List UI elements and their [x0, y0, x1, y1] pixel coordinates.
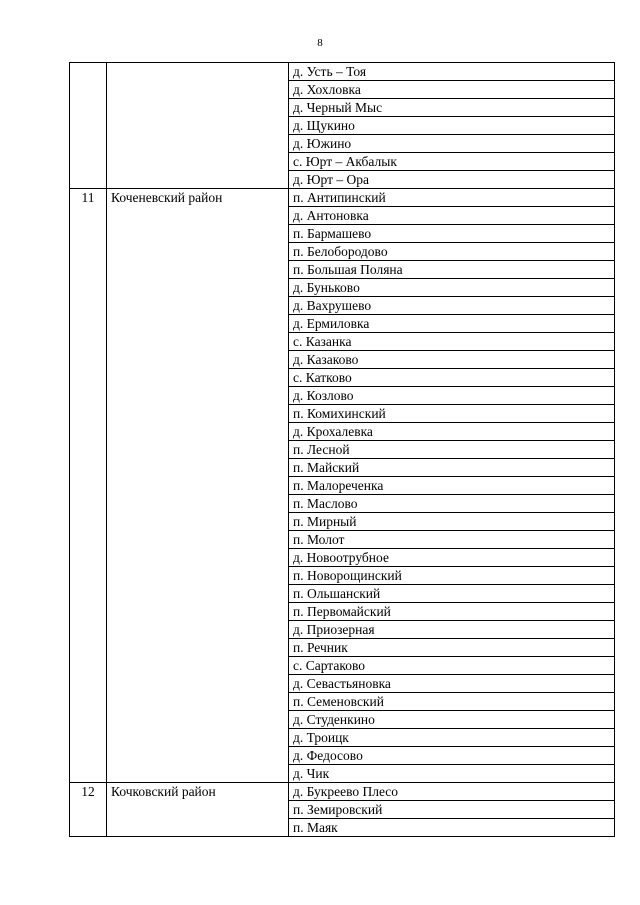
settlement-cell: п. Бармашево [289, 225, 615, 243]
district-name-cell [107, 63, 289, 189]
settlement-cell: д. Казаково [289, 351, 615, 369]
settlement-cell: п. Маяк [289, 819, 615, 837]
settlement-cell: п. Земировский [289, 801, 615, 819]
table-body [70, 63, 615, 837]
settlement-cell: п. Майский [289, 459, 615, 477]
settlement-cell: д. Студенкино [289, 711, 615, 729]
district-number-cell [70, 63, 107, 189]
settlement-cell: п. Комихинский [289, 405, 615, 423]
table-row [70, 189, 615, 207]
settlement-cell: д. Буньково [289, 279, 615, 297]
settlement-cell: д. Федосово [289, 747, 615, 765]
table-row [70, 63, 615, 81]
settlement-cell: с. Казанка [289, 333, 615, 351]
settlement-cell: д. Новоотрубное [289, 549, 615, 567]
settlement-cell: п. Мирный [289, 513, 615, 531]
settlement-cell: с. Катково [289, 369, 615, 387]
district-name-cell: Коченевский район [107, 189, 289, 783]
table-row [70, 783, 615, 801]
settlement-cell: п. Первомайский [289, 603, 615, 621]
settlement-cell: д. Вахрушево [289, 297, 615, 315]
district-name-cell: Кочковский район [107, 783, 289, 837]
settlement-cell: д. Козлово [289, 387, 615, 405]
settlement-cell: д. Чик [289, 765, 615, 783]
settlement-cell: д. Севастьяновка [289, 675, 615, 693]
settlement-cell: с. Сартаково [289, 657, 615, 675]
settlement-cell: д. Хохловка [289, 81, 615, 99]
settlement-cell: д. Антоновка [289, 207, 615, 225]
settlements-table [69, 62, 615, 837]
settlement-cell: д. Крохалевка [289, 423, 615, 441]
page-number: 8 [317, 37, 323, 49]
settlement-cell: п. Лесной [289, 441, 615, 459]
settlement-cell: п. Белобородово [289, 243, 615, 261]
settlement-cell: п. Семеновский [289, 693, 615, 711]
settlement-cell: п. Большая Поляна [289, 261, 615, 279]
settlement-cell: п. Молот [289, 531, 615, 549]
settlement-cell: д. Усть – Тоя [289, 63, 615, 81]
settlement-cell: д. Черный Мыс [289, 99, 615, 117]
settlement-cell: п. Ольшанский [289, 585, 615, 603]
settlement-cell: д. Приозерная [289, 621, 615, 639]
settlement-cell: п. Маслово [289, 495, 615, 513]
district-number-cell: 11 [70, 189, 107, 783]
settlement-cell: д. Южино [289, 135, 615, 153]
settlement-cell: д. Троицк [289, 729, 615, 747]
settlement-cell: п. Новорощинский [289, 567, 615, 585]
settlement-cell: с. Юрт – Акбалык [289, 153, 615, 171]
settlement-cell: д. Букреево Плесо [289, 783, 615, 801]
district-number-cell: 12 [70, 783, 107, 837]
settlement-cell: д. Юрт – Ора [289, 171, 615, 189]
settlement-cell: д. Ермиловка [289, 315, 615, 333]
settlement-cell: д. Щукино [289, 117, 615, 135]
settlement-cell: п. Речник [289, 639, 615, 657]
settlement-cell: п. Малореченка [289, 477, 615, 495]
settlement-cell: п. Антипинский [289, 189, 615, 207]
